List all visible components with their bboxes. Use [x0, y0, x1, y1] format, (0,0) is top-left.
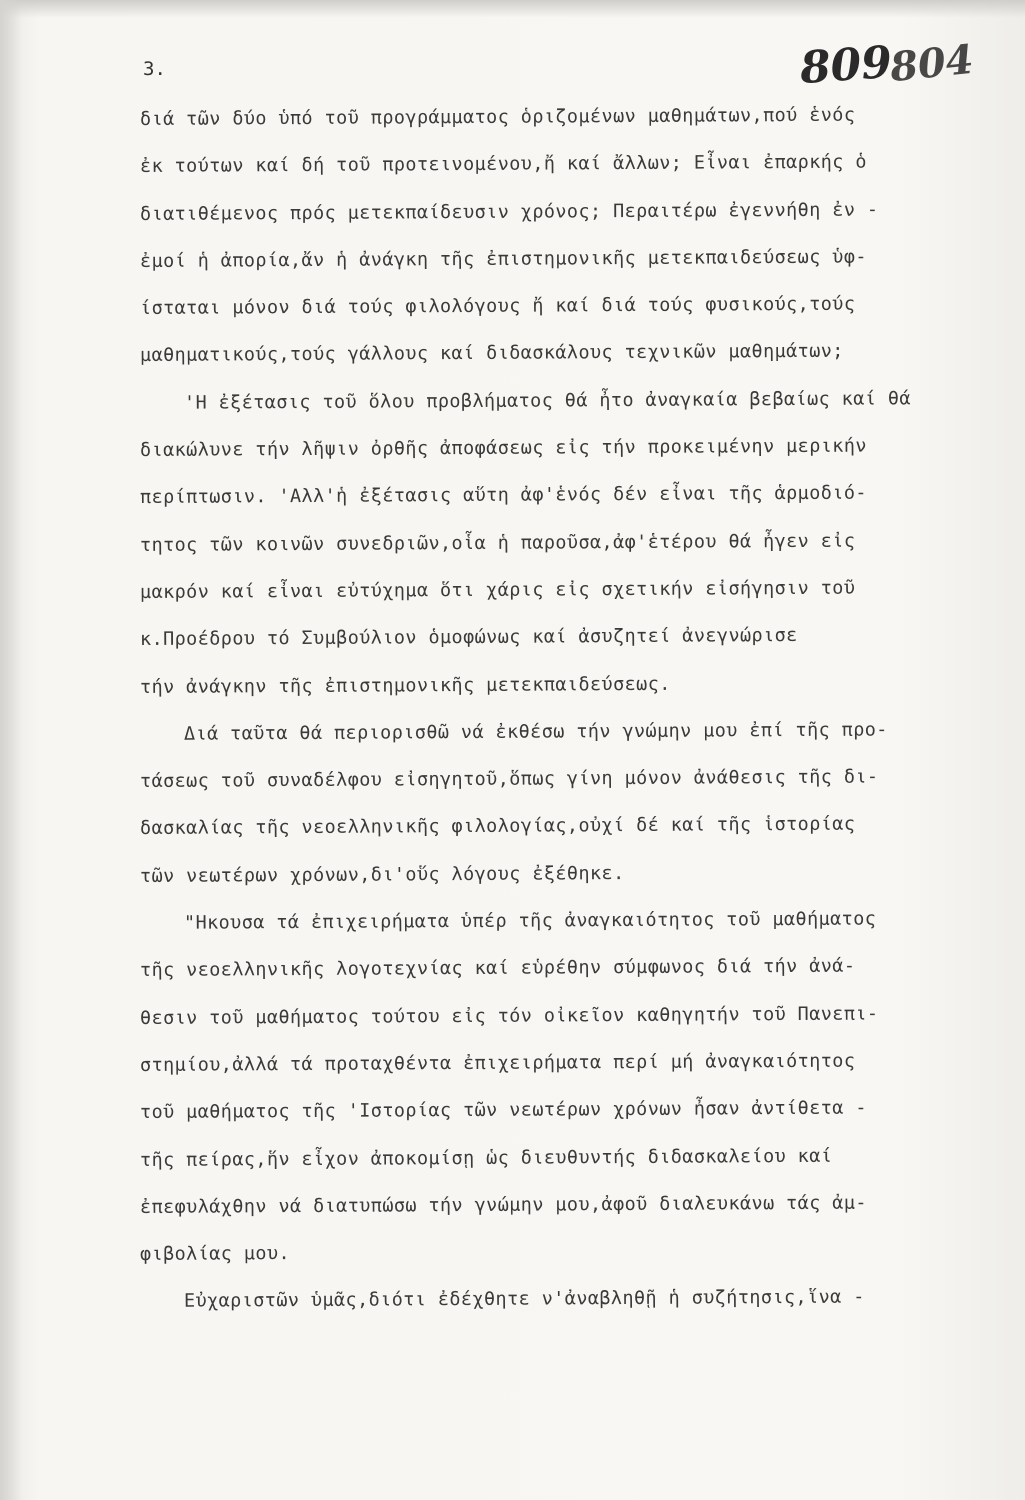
- text-line: θεσιν τοῦ μαθήματος τούτου εἰς τόν οἰκεῖον καθηγητήν τοῦ Πανεπι-: [139, 1003, 879, 1029]
- text-line: τῶν νεωτέρων χρόνων,δι'οὕς λόγους ἐξέθηκε.: [139, 862, 625, 887]
- text-line: "Ηκουσα τά ἐπιχειρήματα ὑπέρ τῆς ἀναγκαιότητος τοῦ μαθήματος: [183, 908, 877, 934]
- text-line: ἐπεφυλάχθην νά διατυπώσω τήν γνώμην μου,ἀφοῦ διαλευκάνω τάς ἀμ-: [139, 1192, 867, 1218]
- handwritten-folio-number-secondary: 804: [887, 35, 976, 92]
- handwritten-folio-number: 809: [798, 36, 894, 95]
- text-line: κ.Προέδρου τό Συμβούλιον ὁμοφώνως καί ἀσυζητεί ἀνεγνώρισε: [139, 625, 798, 651]
- text-line: μακρόν καί εἶναι εὐτύχημα ὅτι χάρις εἰς σχετικήν εἰσήγησιν τοῦ: [139, 577, 856, 603]
- text-line: ίσταται μόνον διά τούς φιλολόγους ἤ καί διά τούς φυσικούς,τούς: [139, 293, 856, 320]
- text-line: τοῦ μαθήματος τῆς 'Ιστορίας τῶν νεωτέρων χρόνων ἦσαν ἀντίθετα -: [139, 1097, 867, 1124]
- text-line: στημίου,ἀλλά τά προταχθέντα ἐπιχειρήματα περί μή ἀναγκαιότητος: [139, 1050, 856, 1076]
- text-line: φιβολίας μου.: [139, 1243, 291, 1266]
- text-line: δασκαλίας τῆς νεοελληνικῆς φιλολογίας,οὐχί δέ καί τῆς ἱστορίας: [139, 814, 856, 840]
- text-line: τητος τῶν κοινῶν συνεδριῶν,οἷα ἡ παροῦσα,ἀφ'ἑτέρου θά ἦγεν εἰς: [139, 530, 856, 556]
- text-line: διά τῶν δύο ὑπό τοῦ προγράμματος ὁριζομένων μαθημάτων,πού ἑνός: [139, 104, 856, 130]
- text-line: διατιθέμενος πρός μετεκπαίδευσιν χρόνος; Περαιτέρω ἐγεννήθη ἐν -: [139, 199, 879, 225]
- text-line: ἐκ τούτων καί δή τοῦ προτεινομένου,ἤ καί ἄλλων; Εἶναι ἐπαρκής ὁ: [139, 151, 867, 178]
- text-line: 'Η ἐξέτασις τοῦ ὅλου προβλήματος θά ἦτο ἀναγκαία βεβαίως καί θά: [183, 388, 911, 414]
- typed-text-body: [140, 96, 1020, 1326]
- text-line: διακώλυνε τήν λῆψιν ὀρθῆς ἀποφάσεως εἰς τήν προκειμένην μερικήν: [139, 435, 867, 462]
- text-line: μαθηματικούς,τούς γάλλους καί διδασκάλους τεχνικῶν μαθημάτων;: [139, 341, 844, 367]
- text-line: ἐμοί ἡ ἀπορία,ἄν ἡ ἀνάγκη τῆς ἐπιστημονικῆς μετεκπαιδεύσεως ὑφ-: [139, 246, 867, 272]
- text-line: τήν ἀνάγκην τῆς ἐπιστημονικῆς μετεκπαιδεύσεως.: [139, 673, 671, 698]
- page-edge-shadow-left: [0, 0, 22, 1500]
- text-line: Εὐχαριστῶν ὑμᾶς,διότι ἐδέχθητε ν'ἀναβληθῇ ἡ συζήτησις,ἵνα -: [183, 1286, 865, 1313]
- page-number: 3.: [143, 58, 166, 80]
- page-edge-shadow-top: [0, 0, 1025, 18]
- text-line: τῆς πείρας,ἥν εἶχον ἀποκομίσῃ ὡς διευθυντής διδασκαλείου καί: [139, 1145, 833, 1171]
- text-line: τάσεως τοῦ συναδέλφου εἰσηγητοῦ,ὅπως γίνη μόνον ἀνάθεσις τῆς δι-: [139, 766, 879, 793]
- text-line: τῆς νεοελληνικῆς λογοτεχνίας καί εὑρέθην σύμφωνος διά τήν ἀνά-: [139, 955, 856, 982]
- text-line: Διά ταῦτα θά περιορισθῶ νά ἐκθέσω τήν γνώμην μου ἐπί τῆς προ-: [183, 719, 888, 745]
- text-line: περίπτωσιν. 'Αλλ'ἡ ἐξέτασις αὕτη ἀφ'ἑνός δέν εἶναι τῆς ἁρμοδιό-: [139, 482, 867, 509]
